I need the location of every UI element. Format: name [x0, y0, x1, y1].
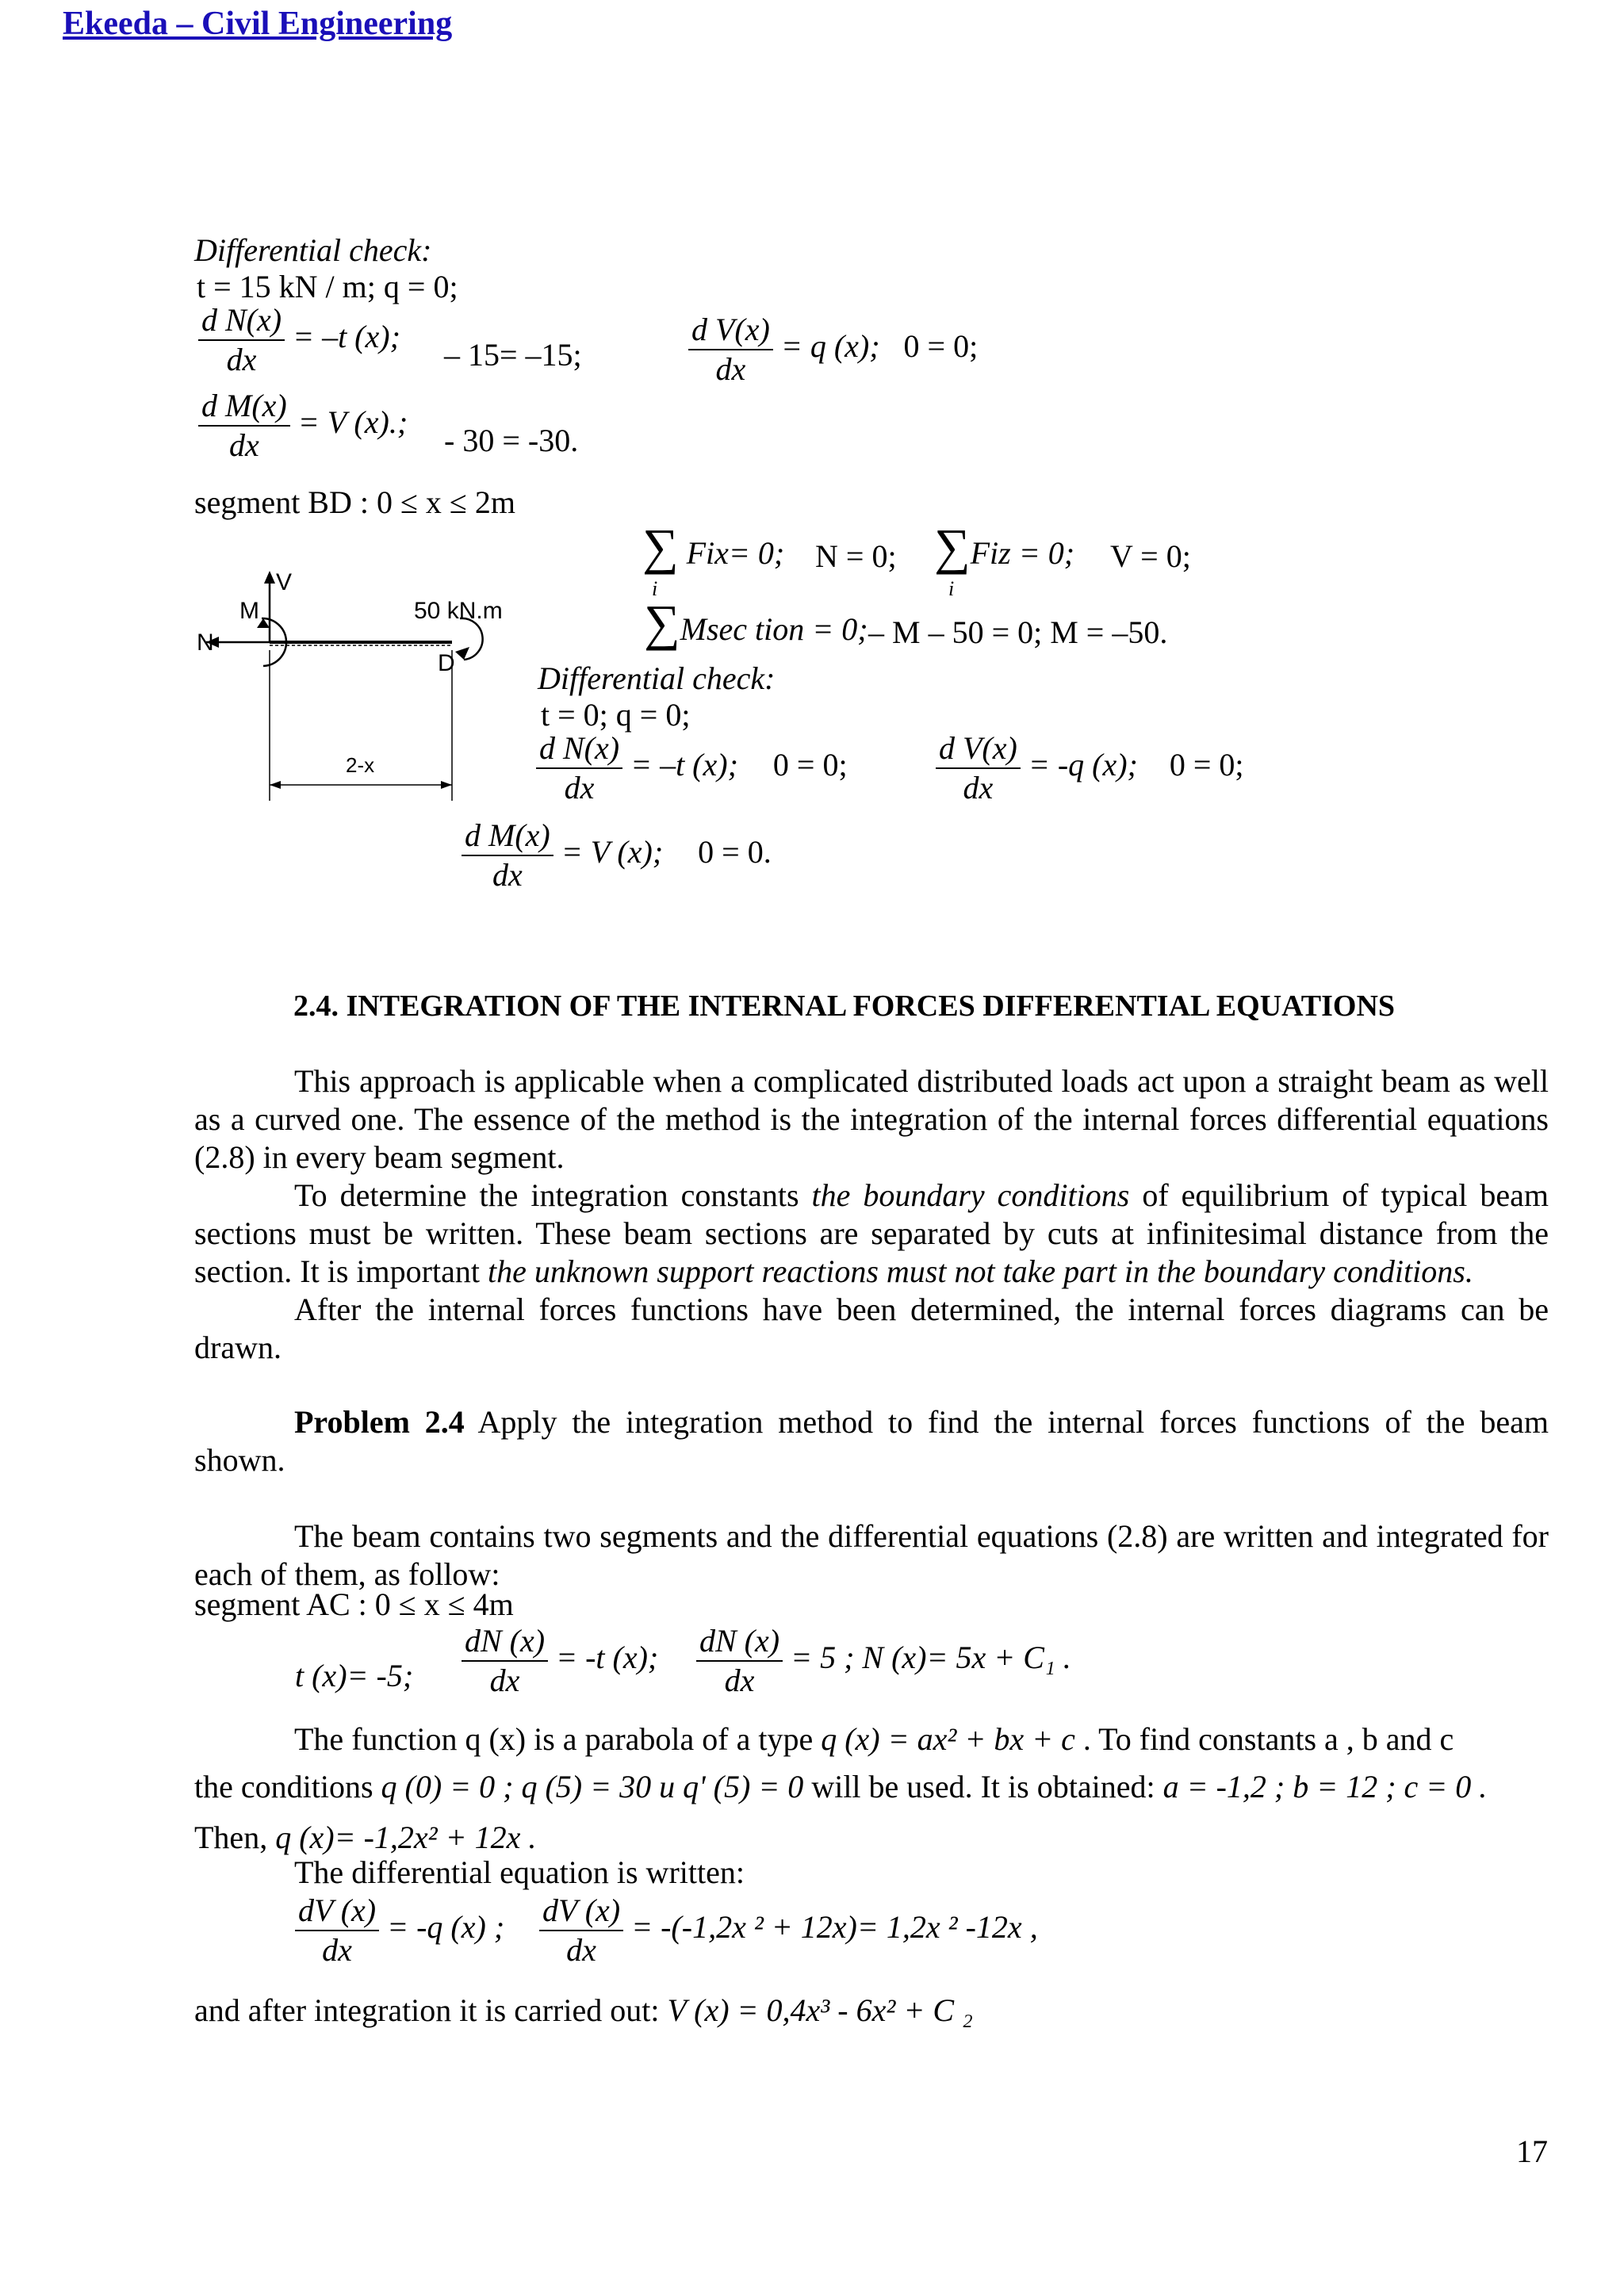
equation-dV: $\frac{\text{d V(x)}}{dx}$ = q (x); 0 = 0;: [688, 311, 978, 388]
paragraph-problem: Problem 2.4 Apply the integration method to find the internal forces functions of the beam shown.: [194, 1404, 1549, 1478]
label-m: M: [239, 598, 259, 624]
differential-check-heading: Differential check:: [194, 232, 432, 268]
differential-check-heading-2: Differential check:: [538, 660, 776, 696]
index-i-1: i: [652, 577, 658, 600]
equation-dN: $\frac{\text{d N(x)}}{dx}$ = –t (x);: [198, 301, 400, 379]
page-number: 17: [1516, 2133, 1548, 2169]
conditions-line: the conditions q (0) = 0 ; q (5) = 30 и q' (5) = 0 will be used. It is obtained: a = -1,2 ; b = 12 ; c = 0 .: [194, 1769, 1488, 1804]
integration-result-line: and after integration it is carried out: V (x) = 0,4x³ - 6x² + C ₂: [194, 1992, 973, 2028]
n-zero: N = 0;: [815, 538, 897, 574]
equation-dN-4: $\frac{dN (x)}{dx}$ = 5 ; N (x)= 5x + C₁ .: [696, 1622, 1071, 1700]
equilibrium-sum-x: ∑ Fix= 0;: [642, 519, 785, 575]
paragraph-constants: To determine the integration constants the boundary conditions of equilibrium of typical beam sections must be written. These beam sections are separated by cuts at infinitesimal distance from the section. It is important the unknown support reactions must not take part in the boundary conditions.: [194, 1177, 1549, 1289]
header-title[interactable]: Ekeeda – Civil Engineering: [63, 6, 453, 42]
differential-intro: The differential equation is written:: [294, 1854, 745, 1890]
equation-dM-2: $\frac{\text{d M(x)}}{dx}$ = V (x); 0 = 0.: [462, 817, 772, 894]
label-d: D: [438, 650, 455, 676]
t-function: t (x)= -5;: [295, 1658, 414, 1693]
label-v: V: [276, 571, 293, 595]
equation-dN-2: $\frac{\text{d N(x)}}{dx}$ = –t (x); 0 = 0;: [536, 729, 848, 807]
segment-AC: segment AC : 0 ≤ x ≤ 4m: [194, 1586, 514, 1622]
equation-dV-2: $\frac{\text{d V(x)}}{dx}$ = -q (x); 0 = 0;: [936, 729, 1244, 807]
v-zero: V = 0;: [1110, 538, 1191, 574]
moment-result: – M – 50 = 0; M = –50.: [868, 614, 1168, 650]
equation-dN-3: $\frac{dN (x)}{dx}$ = -t (x);: [462, 1622, 658, 1700]
load-values: t = 15 kN / m; q = 0;: [197, 269, 458, 304]
label-moment: 50 kN.m: [414, 598, 503, 624]
equation-dV-4: $\frac{dV (x)}{dx}$ = -(-1,2x ² + 12x)= 1,2x ² -12x ,: [539, 1892, 1038, 1969]
check-dM: - 30 = -30.: [444, 423, 579, 458]
index-i-2: i: [948, 577, 955, 600]
paragraph-segments: The beam contains two segments and the differential equations (2.8) are written and integrated for each of them, as follow:: [194, 1518, 1549, 1592]
label-length: 2-x: [346, 753, 375, 777]
equation-dV-3: $\frac{dV (x)}{dx}$ = -q (x) ;: [295, 1892, 504, 1969]
section-title: 2.4. INTEGRATION OF THE INTERNAL FORCES DIFFERENTIAL EQUATIONS: [293, 989, 1396, 1023]
label-n: N: [197, 629, 214, 656]
segment-BD: segment BD : 0 ≤ x ≤ 2m: [194, 484, 515, 520]
moment-sum: ∑Msec tion = 0;: [644, 595, 868, 651]
paragraph-diagrams: After the internal forces functions have been determined, the internal forces diagrams can be drawn.: [194, 1292, 1549, 1365]
equation-dM: $\frac{\text{d M(x)}}{dx}$ = V (x).;: [198, 387, 408, 465]
paragraph-approach: This approach is applicable when a complicated distributed loads act upon a straight beam as well as a curved one. The essence of the method is the integration of the internal forces differential equations (2.8) in every beam segment.: [194, 1063, 1549, 1175]
q-function-line: Then, q (x)= -1,2x² + 12x .: [194, 1820, 537, 1855]
equilibrium-sum-z: ∑Fiz = 0;: [934, 519, 1075, 575]
beam-free-body-diagram: [190, 571, 523, 809]
check-dN: – 15= –15;: [444, 337, 582, 373]
parabola-line: The function q (x) is a parabola of a type q (x) = ax² + bx + c . To find constants a , b and c: [294, 1721, 1454, 1757]
load-values-2: t = 0; q = 0;: [541, 697, 691, 733]
